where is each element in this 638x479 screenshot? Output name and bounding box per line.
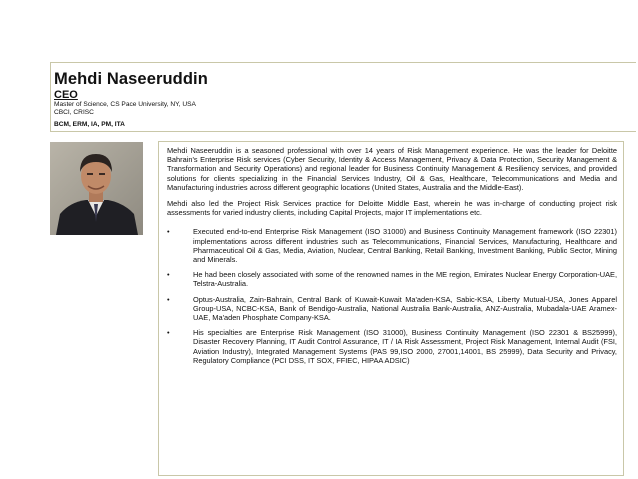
profile-header [50,62,636,132]
bullet-text: His specialties are Enterprise Risk Management (ISO 31000), Business Continuity Management (ISO 22301 & BS25999), Disaster Recovery Planning, IT Audit Control Assurance, IT / IA Risk Assessment, Project Risk Management, Internal Audit (FSI, Aviation Industry), Integrated Management Systems (PAS 99,ISO 2000, 27001,14001, BS 25999), Data Security and Privacy, Regulatory Compliance (PCI DSS, IT SOX, FFIEC, HIPAA ADSIC) [193,328,617,365]
bullet-marker: • [167,270,170,280]
profile-certifications: BCM, ERM, IA, PM, ITA [54,121,125,128]
bullet-marker: • [167,294,170,304]
experience-list [167,227,617,365]
bullet-marker: • [167,227,170,237]
education-line-2: CBCI, CRISC [54,109,94,116]
experience-bullet [167,227,617,264]
bio-content [158,141,624,476]
education-line-1: Master of Science, CS Pace University, NY, USA [54,101,196,108]
bullet-text: Optus-Australia, Zain-Bahrain, Central Bank of Kuwait-Kuwait Ma'aden-KSA, Sabic-KSA, Liberty Mutual-USA, Jones Apparel Group-USA, NCBC-KSA, Bank of Bendigo-Australia, National Australia Bank-Australia, ANZ-Australia, Mubadala-UAE Aramex-UAE, Ma'aden Phosphate Company-KSA. [193,294,617,323]
bullet-text: Executed end-to-end Enterprise Risk Management (ISO 31000) and Business Continuity Management framework (ISO 22301) implementations across different industries such as Telecommunications, Financial Services, Manufacturing, Healthcare and Pharmaceutical Oil & Gas, Media, Aviation, Nuclear, Central Banking, Retail Banking, Investment Banking, Public Sector, Mining and Minerals. [193,227,617,265]
profile-education [54,101,196,117]
profile-role: CEO [54,89,78,101]
experience-bullet [167,295,617,323]
experience-bullet [167,328,617,365]
bullet-text: He had been closely associated with some of the renowned names in the ME region, Emirates Nuclear Energy Corporation-UAE, Telstra-Australia. [193,270,617,289]
bio-paragraph-1: Mehdi Naseeruddin is a seasoned professional with over 14 years of Risk Management experience. He was the leader for Deloitte Bahrain's Enterprise Risk services (Cyber Security, Identity & Access Management, Privacy & Data Protection, Security Management & Transformation and Security Operations) and regional leader for Business Continuity Management & Resiliency services, and provided solutions for clients specializing in the Financial Services Industry, Oil & Gas, Healthcare, Telecommunications and Media and Manufacturing industries across different geographic locations (United States, Australia and the Middle-East). [167,146,617,192]
profile-name: Mehdi Naseeruddin [54,70,208,88]
profile-photo [50,142,143,235]
experience-bullet [167,270,617,288]
portrait-image [50,142,143,235]
bio-paragraph-2: Mehdi also led the Project Risk Services practice for Deloitte Middle East, wherein he was in-charge of conducting project risk assessments for varied industry clients, including Capital Projects, major IT implementations etc. [167,199,617,218]
bullet-marker: • [167,328,170,338]
